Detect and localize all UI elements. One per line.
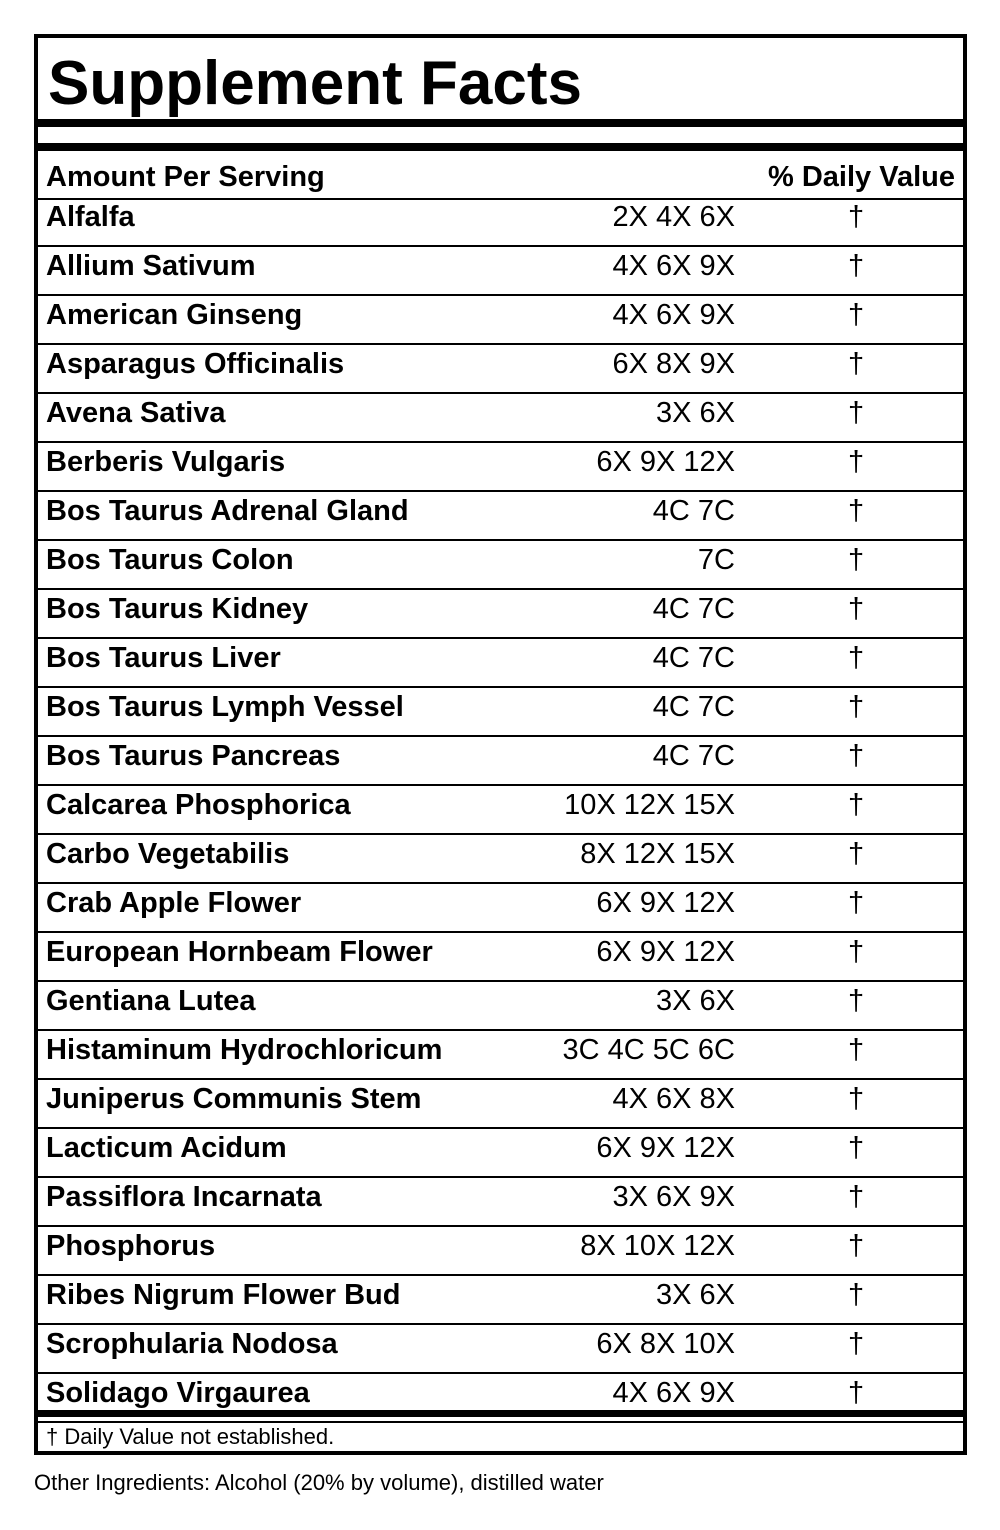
ingredient-name: Phosphorus (46, 1230, 216, 1262)
daily-value-footnote: † Daily Value not established. (46, 1424, 335, 1449)
column-header-row (38, 151, 963, 200)
ingredient-amount: 6X 9X 12X (596, 1132, 735, 1164)
ingredient-name: Bos Taurus Colon (46, 544, 294, 576)
ingredient-amount: 4C 7C (652, 691, 735, 723)
ingredient-row (38, 1227, 963, 1276)
ingredient-daily-value: † (848, 936, 865, 968)
ingredient-row (38, 394, 963, 443)
ingredient-row (38, 1325, 963, 1374)
ingredient-daily-value: † (848, 495, 865, 527)
header-divider-bar (38, 143, 963, 151)
ingredient-name: American Ginseng (46, 299, 303, 331)
ingredient-amount: 4C 7C (652, 593, 735, 625)
ingredient-row (38, 541, 963, 590)
ingredient-amount: 7C (697, 544, 735, 576)
ingredient-amount: 3X 6X 9X (612, 1181, 735, 1213)
footer-divider-bar (38, 1410, 963, 1417)
ingredient-daily-value: † (848, 1230, 865, 1262)
ingredient-name: Bos Taurus Adrenal Gland (46, 495, 409, 527)
ingredient-daily-value: † (848, 593, 865, 625)
ingredient-row (38, 1276, 963, 1325)
ingredient-name: Asparagus Officinalis (46, 348, 345, 380)
ingredient-amount: 4X 6X 9X (612, 299, 735, 331)
ingredient-daily-value: † (848, 642, 865, 674)
ingredient-name: Carbo Vegetabilis (46, 838, 290, 870)
ingredient-name: Bos Taurus Liver (46, 642, 281, 674)
ingredient-name: European Hornbeam Flower (46, 936, 433, 968)
ingredient-row (38, 1178, 963, 1227)
ingredient-amount: 4X 6X 9X (612, 250, 735, 282)
ingredient-row (38, 1031, 963, 1080)
ingredient-amount: 2X 4X 6X (612, 201, 735, 233)
amount-per-serving-header: Amount Per Serving (46, 161, 325, 193)
daily-value-header: % Daily Value (768, 161, 955, 193)
ingredient-name: Histaminum Hydrochloricum (46, 1034, 443, 1066)
ingredient-name: Lacticum Acidum (46, 1132, 287, 1164)
ingredient-name: Crab Apple Flower (46, 887, 302, 919)
ingredient-row (38, 492, 963, 541)
panel-title: Supplement Facts (48, 49, 582, 118)
ingredient-daily-value: † (848, 1279, 865, 1311)
ingredient-row (38, 443, 963, 492)
ingredient-amount: 4C 7C (652, 495, 735, 527)
ingredient-daily-value: † (848, 887, 865, 919)
ingredient-name: Berberis Vulgaris (46, 446, 286, 478)
ingredient-name: Scrophularia Nodosa (46, 1328, 338, 1360)
ingredient-daily-value: † (848, 838, 865, 870)
ingredient-row (38, 345, 963, 394)
ingredient-row (38, 737, 963, 786)
ingredient-row (38, 198, 963, 247)
ingredient-daily-value: † (848, 985, 865, 1017)
ingredient-daily-value: † (848, 1377, 865, 1409)
ingredient-daily-value: † (848, 348, 865, 380)
ingredient-name: Bos Taurus Pancreas (46, 740, 341, 772)
ingredient-name: Allium Sativum (46, 250, 256, 282)
ingredient-row (38, 884, 963, 933)
ingredient-amount: 4C 7C (652, 740, 735, 772)
ingredient-amount: 3C 4C 5C 6C (562, 1034, 735, 1066)
ingredient-row (38, 590, 963, 639)
ingredient-daily-value: † (848, 691, 865, 723)
ingredient-daily-value: † (848, 740, 865, 772)
ingredient-daily-value: † (848, 1132, 865, 1164)
title-divider-bar (38, 119, 963, 127)
ingredient-amount: 4X 6X 9X (612, 1377, 735, 1409)
ingredient-row (38, 1129, 963, 1178)
ingredient-name: Bos Taurus Kidney (46, 593, 309, 625)
ingredient-daily-value: † (848, 250, 865, 282)
ingredient-daily-value: † (848, 1328, 865, 1360)
ingredient-daily-value: † (848, 1083, 865, 1115)
ingredient-amount: 4C 7C (652, 642, 735, 674)
other-ingredients: Other Ingredients: Alcohol (20% by volume), distilled water (34, 1470, 604, 1495)
ingredient-name: Gentiana Lutea (46, 985, 256, 1017)
ingredient-daily-value: † (848, 1034, 865, 1066)
ingredient-amount: 8X 10X 12X (580, 1230, 735, 1262)
ingredient-name: Alfalfa (46, 201, 135, 233)
ingredient-row (38, 933, 963, 982)
ingredient-row (38, 786, 963, 835)
ingredient-amount: 4X 6X 8X (612, 1083, 735, 1115)
ingredient-row (38, 835, 963, 884)
ingredient-amount: 6X 9X 12X (596, 936, 735, 968)
ingredient-row (38, 688, 963, 737)
ingredient-amount: 8X 12X 15X (580, 838, 735, 870)
ingredient-amount: 6X 9X 12X (596, 446, 735, 478)
ingredient-daily-value: † (848, 544, 865, 576)
ingredient-amount: 3X 6X (656, 1279, 735, 1311)
ingredient-amount: 6X 9X 12X (596, 887, 735, 919)
ingredient-daily-value: † (848, 397, 865, 429)
ingredient-amount: 3X 6X (656, 985, 735, 1017)
ingredient-name: Juniperus Communis Stem (46, 1083, 422, 1115)
ingredient-amount: 6X 8X 10X (596, 1328, 735, 1360)
ingredient-daily-value: † (848, 789, 865, 821)
supplement-facts-panel (34, 34, 967, 1455)
ingredient-name: Passiflora Incarnata (46, 1181, 322, 1213)
ingredient-row (38, 639, 963, 688)
ingredient-row (38, 982, 963, 1031)
ingredient-name: Bos Taurus Lymph Vessel (46, 691, 404, 723)
ingredient-amount: 6X 8X 9X (612, 348, 735, 380)
ingredient-daily-value: † (848, 446, 865, 478)
ingredient-name: Ribes Nigrum Flower Bud (46, 1279, 401, 1311)
ingredient-name: Solidago Virgaurea (46, 1377, 310, 1409)
ingredient-daily-value: † (848, 299, 865, 331)
ingredient-row (38, 1080, 963, 1129)
ingredient-name: Calcarea Phosphorica (46, 789, 351, 821)
ingredient-row (38, 296, 963, 345)
ingredient-amount: 10X 12X 15X (564, 789, 735, 821)
ingredient-daily-value: † (848, 201, 865, 233)
ingredient-amount: 3X 6X (656, 397, 735, 429)
ingredient-daily-value: † (848, 1181, 865, 1213)
ingredient-rows (38, 198, 963, 1423)
ingredient-row (38, 247, 963, 296)
ingredient-name: Avena Sativa (46, 397, 226, 429)
